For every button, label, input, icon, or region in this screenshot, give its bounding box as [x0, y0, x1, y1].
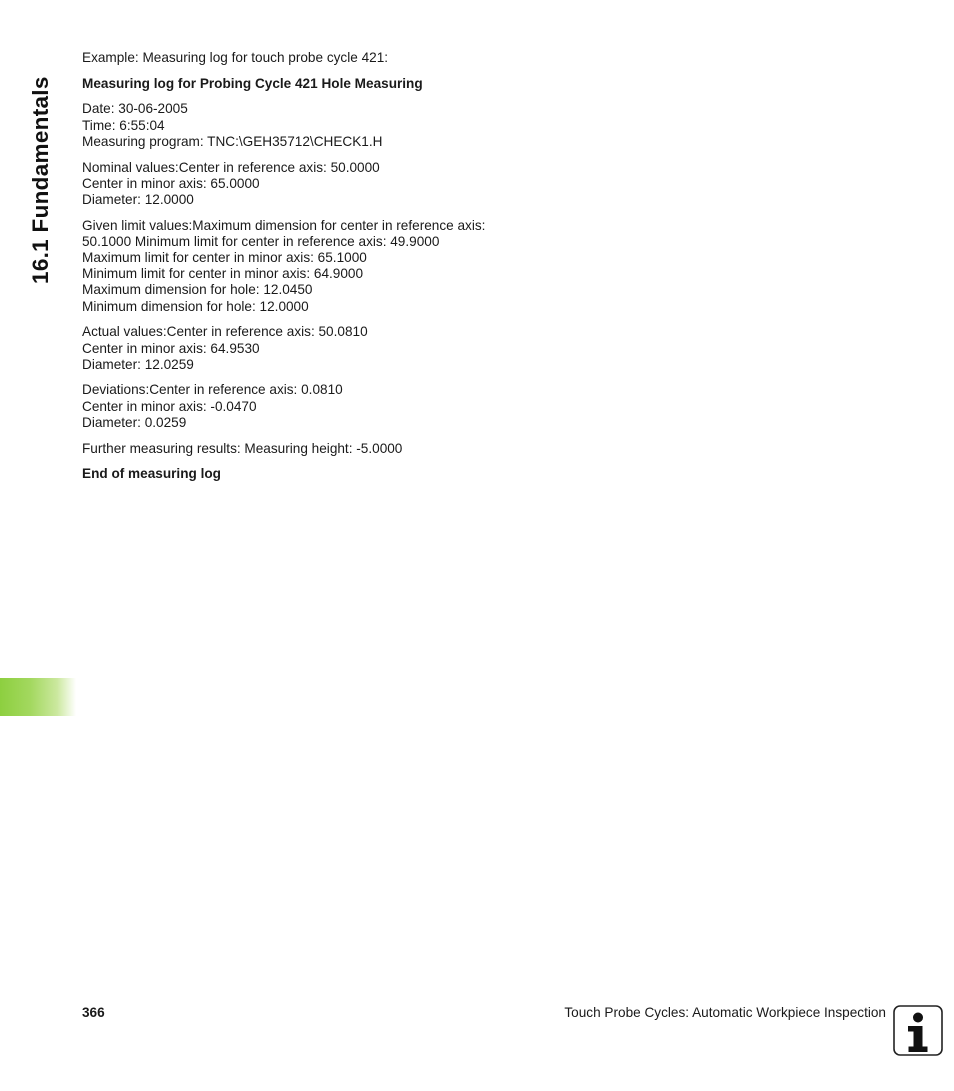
log-line: Given limit values:Maximum dimension for center in reference axis: [82, 217, 486, 233]
actual-values-block [82, 324, 882, 373]
log-heading: Measuring log for Probing Cycle 421 Hole Measuring [82, 75, 423, 91]
page-body [82, 50, 882, 482]
log-line: Minimum dimension for hole: 12.0000 [82, 298, 309, 314]
chapter-tab-marker [0, 678, 76, 716]
intro-text: Example: Measuring log for touch probe cycle 421: [82, 50, 389, 65]
log-line: Nominal values:Center in reference axis: 50.0000 [82, 159, 380, 175]
log-line: Diameter: 12.0259 [82, 356, 194, 372]
limit-values-block [82, 218, 882, 315]
chapter-title-text: 16.1 Fundamentals [28, 76, 53, 284]
log-program: Measuring program: TNC:\GEH35712\CHECK1.H [82, 133, 383, 149]
log-time: Time: 6:55:04 [82, 117, 165, 133]
log-line: Diameter: 0.0259 [82, 414, 187, 430]
page-number: 366 [82, 1005, 105, 1020]
log-date: Date: 30-06-2005 [82, 101, 188, 117]
log-line: 50.1000 Minimum limit for center in reference axis: 49.9000 [82, 233, 440, 249]
log-line: Deviations:Center in reference axis: 0.0810 [82, 382, 343, 398]
chapter-title [26, 52, 56, 284]
deviations-block [82, 382, 882, 431]
log-header-block [82, 101, 882, 150]
log-line: Center in minor axis: 65.0000 [82, 175, 260, 191]
log-line: Actual values:Center in reference axis: 50.0810 [82, 324, 368, 340]
nominal-values-block [82, 160, 882, 209]
footer-title: Touch Probe Cycles: Automatic Workpiece Inspection [564, 1005, 886, 1020]
log-line: Diameter: 12.0000 [82, 191, 194, 207]
log-end: End of measuring log [82, 466, 221, 482]
log-line: Maximum dimension for hole: 12.0450 [82, 282, 313, 298]
info-icon [893, 1005, 943, 1056]
log-line: Maximum limit for center in minor axis: 65.1000 [82, 250, 367, 266]
further-results: Further measuring results: Measuring height: -5.0000 [82, 440, 403, 456]
log-line: Center in minor axis: 64.9530 [82, 340, 260, 356]
log-line: Center in minor axis: -0.0470 [82, 398, 257, 414]
log-line: Minimum limit for center in minor axis: 64.9000 [82, 266, 364, 282]
